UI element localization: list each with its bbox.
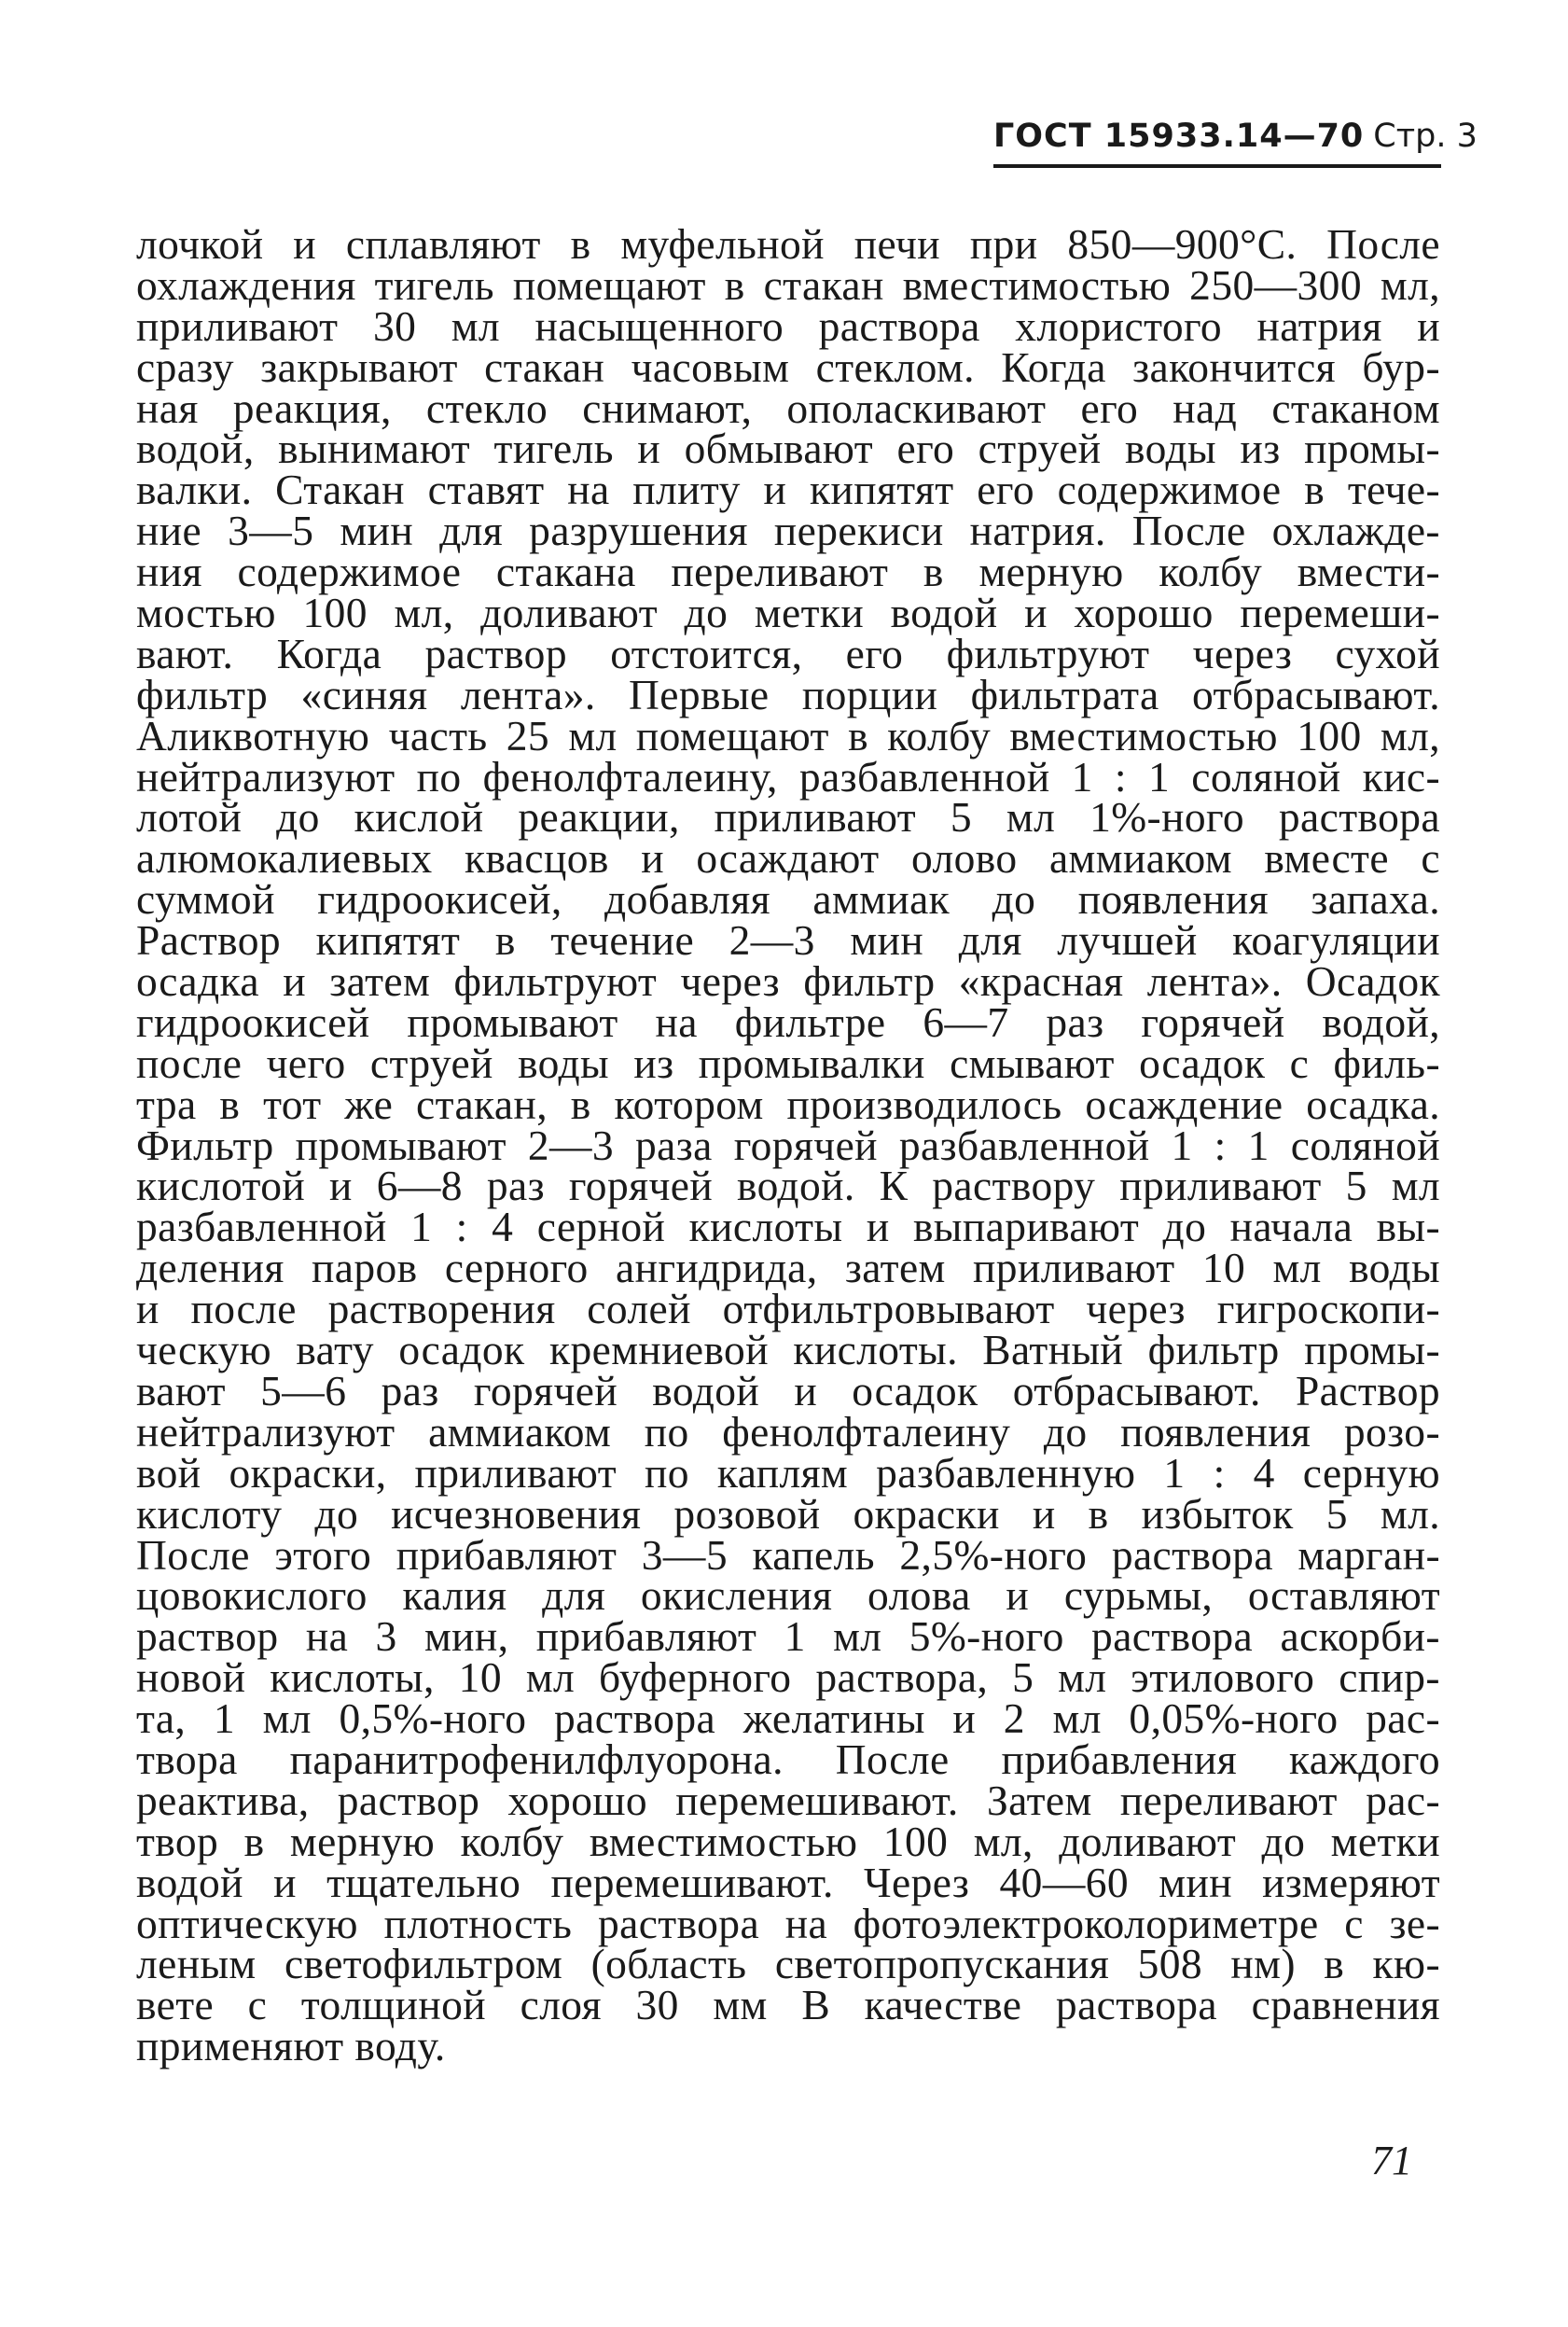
text-line: разбавленной 1 : 4 серной кислоты и выпаривают до начала вы- — [136, 1203, 1440, 1251]
text-line: вой окраски, приливают по каплям разбавленную 1 : 4 серную — [136, 1448, 1440, 1497]
text-line: лочкой и сплавляют в муфельной печи при 850—900°С. После — [136, 220, 1440, 268]
standard-number: ГОСТ 15933.14—70 — [993, 118, 1365, 155]
text-line: гидроокисей промывают на фильтре 6—7 раз горячей водой, — [136, 997, 1440, 1046]
text-line: леным светофильтром (область светопропускания 508 нм) в кю- — [136, 1940, 1440, 1988]
body-paragraph — [136, 220, 1440, 2070]
text-line: сразу закрывают стакан часовым стеклом. Когда закончится бур- — [136, 342, 1440, 391]
text-line: вают. Когда раствор отстоится, его фильтруют через сухой — [136, 629, 1440, 677]
text-line: кислоту до исчезновения розовой окраски и в избыток 5 мл. — [136, 1489, 1440, 1538]
text-line: водой и тщательно перемешивают. Через 40—60 мин измеряют — [136, 1858, 1440, 1906]
text-line: цовокислого калия для окисления олова и сурьмы, оставляют — [136, 1571, 1440, 1620]
text-line: новой кислоты, 10 мл буферного раствора, 5 мл этилового спир- — [136, 1653, 1440, 1702]
text-line: вете с толщиной слоя 30 мм В качестве раствора сравнения — [136, 1981, 1440, 2029]
text-line: осадка и затем фильтруют через фильтр «красная лента». Осадок — [136, 957, 1440, 1006]
text-line: суммой гидроокисей, добавляя аммиак до появления запаха. — [136, 875, 1440, 924]
text-line: оптическую плотность раствора на фотоэлектроколориметре с зе- — [136, 1899, 1440, 1947]
page-number-label: Стр. 3 — [1373, 118, 1478, 155]
text-line: нейтрализуют по фенолфталеину, разбавленной 1 : 1 соляной кис- — [136, 752, 1440, 801]
text-line: тра в тот же стакан, в котором производилось осаждение осадка. — [136, 1080, 1440, 1128]
text-line: раствор на 3 мин, прибавляют 1 мл 5%-ного раствора аскорби- — [136, 1612, 1440, 1661]
text-line: кислотой и 6—8 раз горячей водой. К раствору приливают 5 мл — [136, 1162, 1440, 1210]
text-line: После этого прибавляют 3—5 капель 2,5%-ного раствора марган- — [136, 1530, 1440, 1579]
text-line: приливают 30 мл насыщенного раствора хлористого натрия и — [136, 301, 1440, 350]
text-line: та, 1 мл 0,5%-ного раствора желатины и 2 мл 0,05%-ного рас- — [136, 1694, 1440, 1743]
text-line: твор в мерную колбу вместимостью 100 мл, доливают до метки — [136, 1817, 1440, 1865]
text-line: нейтрализуют аммиаком по фенолфталеину до появления розо- — [136, 1407, 1440, 1456]
text-line: Раствор кипятят в течение 2—3 мин для лучшей коагуляции — [136, 916, 1440, 965]
text-line: Аликвотную часть 25 мл помещают в колбу вместимостью 100 мл, — [136, 711, 1440, 759]
text-line: реактива, раствор хорошо перемешивают. Затем переливают рас- — [136, 1776, 1440, 1824]
text-line: применяют воду. — [136, 2022, 446, 2070]
text-line: лотой до кислой реакции, приливают 5 мл 1%-ного раствора — [136, 793, 1440, 842]
running-header — [993, 114, 1478, 168]
text-line: твора паранитрофенилфлуорона. После прибавления каждого — [136, 1735, 1440, 1783]
text-line: деления паров серного ангидрида, затем приливают 10 мл воды — [136, 1244, 1440, 1292]
text-line: охлаждения тигель помещают в стакан вместимостью 250—300 мл, — [136, 260, 1440, 309]
text-line: алюмокалиевых квасцов и осаждают олово аммиаком вместе с — [136, 834, 1440, 883]
text-line: ние 3—5 мин для разрушения перекиси натрия. После охлажде- — [136, 507, 1440, 555]
text-line: Фильтр промывают 2—3 раза горячей разбавленной 1 : 1 соляной — [136, 1121, 1440, 1169]
text-line: ния содержимое стакана переливают в мерную колбу вмести- — [136, 548, 1440, 596]
page-folio: 71 — [1371, 2138, 1412, 2183]
text-line: фильтр «синяя лента». Первые порции фильтрата отбрасывают. — [136, 670, 1440, 718]
text-line: и после растворения солей отфильтровывают через гигроскопи- — [136, 1285, 1440, 1333]
text-line: ная реакция, стекло снимают, ополаскивают его над стаканом — [136, 383, 1440, 432]
text-line: ческую вату осадок кремниевой кислоты. Ватный фильтр промы- — [136, 1326, 1440, 1374]
text-line: после чего струей воды из промывалки смывают осадок с филь- — [136, 1038, 1440, 1087]
text-line: водой, вынимают тигель и обмывают его струей воды из промы- — [136, 425, 1440, 473]
text-line: мостью 100 мл, доливают до метки водой и хорошо перемеши- — [136, 589, 1440, 637]
text-line: вают 5—6 раз горячей водой и осадок отбрасывают. Раствор — [136, 1366, 1440, 1414]
text-line: валки. Стакан ставят на плиту и кипятят его содержимое в тече- — [136, 466, 1440, 514]
